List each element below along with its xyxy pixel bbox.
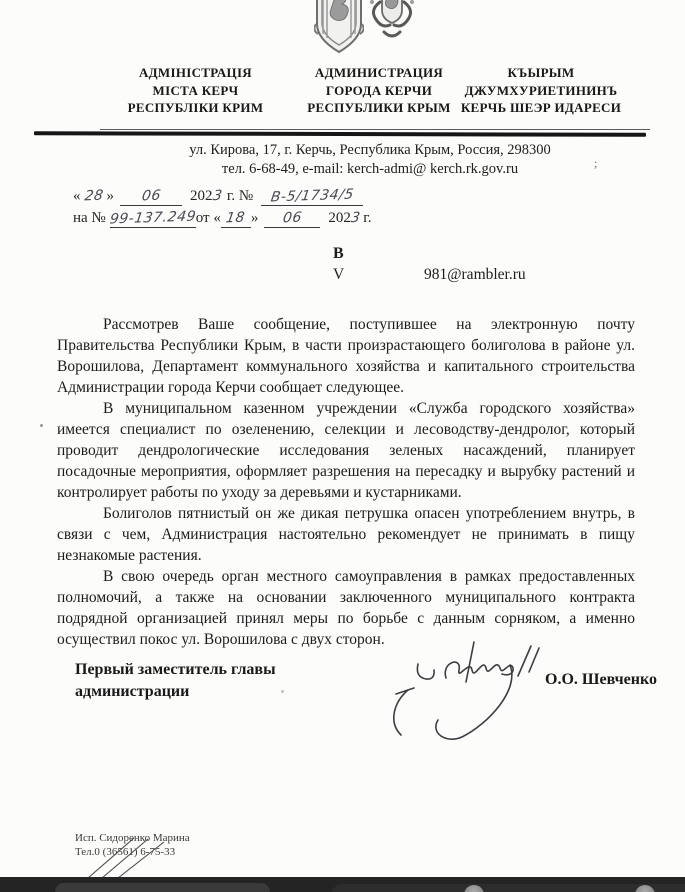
- scan-artifact-colon: ;: [594, 156, 598, 170]
- viewer-bottom-toolbar: [0, 877, 685, 892]
- handwritten-out-year-digit: 3: [211, 187, 224, 205]
- header-divider-thick: [34, 131, 646, 137]
- handwritten-out-number: В-5/1734/5: [269, 186, 355, 206]
- crimea-coat-of-arms-icon: [314, 0, 364, 56]
- out-year-printed: 202: [190, 188, 213, 204]
- quote-open: «: [73, 188, 81, 204]
- body-paragraph: Болиголов пятнистый он же дикая петрушка опасен употреблением внутрь, в связи с чем, Администрация настоятельно рекомендует не принимать в пищу незнакомые растения.: [57, 505, 635, 564]
- in-suffix: г.: [363, 210, 372, 226]
- org-name-ukrainian-line: АДМІНІСТРАЦІЯ: [138, 65, 253, 80]
- in-year-printed: 202: [328, 210, 351, 226]
- executor-name: Исп. Сидоренко Марина: [75, 832, 190, 844]
- in-number-blank: [110, 210, 196, 228]
- out-number-blank: [261, 188, 363, 206]
- executor-phone: Тел.0 (36561) 6-75-33: [75, 845, 176, 858]
- handwritten-in-day: 18: [225, 209, 247, 227]
- header-divider-thin: [100, 129, 650, 130]
- scan-artifact-speck: [281, 690, 284, 693]
- out-month-blank: [120, 188, 182, 206]
- incoming-reference-line: [73, 210, 372, 228]
- recipient-email: 981@rambler.ru: [424, 266, 526, 283]
- org-address: [90, 141, 650, 178]
- org-name-ukrainian-line: МІСТА КЕРЧ: [152, 82, 239, 98]
- body-paragraph: В свою очередь орган местного самоуправления в рамках предоставленных полномочий, а также на основании заключенного муниципального контракта подрядной организацией принял меры по борьбе с данным сорняком, а именно осуществил покос ул. Ворошилова с двух сторон.: [57, 568, 635, 648]
- signature-scribble-icon: [388, 632, 548, 744]
- org-name-russian-line: АДМИНИСТРАЦИЯ: [314, 65, 444, 80]
- signer-title-line: администрации: [75, 683, 190, 700]
- handwritten-out-month: 06: [140, 187, 162, 205]
- in-from-label: от «: [195, 210, 221, 226]
- org-name-crimean-tatar-line: КЕРЧЬ ШЕЭР ИДАРЕСИ: [460, 100, 622, 115]
- body-paragraph: Рассмотрев Ваше сообщение, поступившее на электронную почту Правительства Республики Крым, в части произрастающего болиголова в районе ул. Ворошилова, Департамент коммунального хозяйства и капитального строительства Администрации города Керчи сообщает следующее.: [57, 316, 635, 396]
- address-line-2: тел. 6-68-49, e-mail: kerch-admi@ kerch.rk.gov.ru: [221, 160, 519, 177]
- in-month-blank: [264, 210, 320, 228]
- org-name-crimean-tatar-line: ДЖУМХУРИЕТИНИНЪ: [464, 82, 618, 98]
- recipient-initial-latin: V: [333, 266, 345, 283]
- org-name-crimean-tatar-line: КЪЫРЫМ: [507, 65, 575, 80]
- quote-close: »: [106, 188, 114, 204]
- org-name-ukrainian: [103, 64, 288, 117]
- in-day-blank: [221, 210, 251, 228]
- recipient-initial-bold: В: [333, 245, 344, 262]
- signer-title: [75, 659, 276, 703]
- out-number-label: г. №: [226, 188, 254, 204]
- org-name-russian-line: РЕСПУБЛИКИ КРЫМ: [307, 100, 451, 115]
- toolbar-address-pill[interactable]: [55, 883, 270, 892]
- handwritten-in-month: 06: [281, 209, 303, 227]
- kerch-coat-of-arms-icon: [366, 0, 418, 50]
- handwritten-out-day: 28: [82, 187, 105, 205]
- handwritten-in-number: 99-137.249: [108, 208, 197, 228]
- letter-body: [57, 314, 635, 650]
- toolbar-secondary-pill[interactable]: [332, 884, 685, 892]
- org-name-russian: [295, 64, 463, 117]
- in-prefix: на №: [73, 210, 106, 226]
- body-paragraph: В муниципальном казенном учреждении «Служба городского хозяйства» имеется специалист по озеленению, селекции и лесоводству-дендролог, который проводит дендрологические исследования зеленых насаждений, планирует посадочные мероприятия, оформляет разрешения на пересадку и вырубку растений и контролирует работы по уходу за деревьями и кустарниками.: [57, 400, 635, 501]
- address-line-1: ул. Кирова, 17, г. Керчь, Республика Крым, Россия, 298300: [189, 142, 551, 158]
- org-name-ukrainian-line: РЕСПУБЛІКИ КРИМ: [127, 100, 264, 115]
- org-name-russian-line: ГОРОДА КЕРЧИ: [325, 82, 433, 98]
- in-quote-close: »: [250, 210, 259, 226]
- signer-name: О.О. Шевченко: [545, 671, 657, 688]
- org-name-crimean-tatar: [450, 64, 632, 117]
- signer-title-line: Первый заместитель главы: [75, 661, 276, 678]
- handwritten-in-year-digit: 3: [349, 209, 362, 227]
- pen-strokes-icon: [80, 836, 190, 878]
- scan-artifact-speck: [40, 424, 43, 427]
- outgoing-reference-line: [73, 188, 363, 206]
